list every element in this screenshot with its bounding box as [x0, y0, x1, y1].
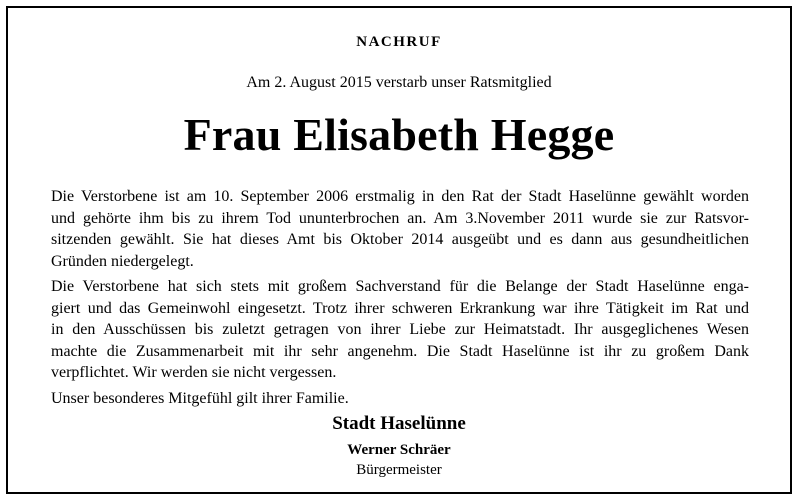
paragraph-3: [51, 388, 749, 410]
text-line: Die Verstorbene hat sich stets mit großem Sachverstand für die Belange der Stadt Haselünne enga-: [51, 278, 749, 295]
text-line: Die Verstorbene ist am 10. September 2006 erstmalig in den Rat der Stadt Haselünne gewählt worden: [51, 188, 749, 205]
signature-person: Werner Schräer: [347, 442, 451, 458]
obituary-body: [51, 186, 749, 413]
signature-block: [8, 412, 790, 480]
deceased-name: Frau Elisabeth Hegge: [183, 109, 615, 160]
text-line: in den Ausschüssen bis zuletzt getragen von ihrer Liebe zur Heimatstadt. Ihr ausgeglichenes Wesen: [51, 321, 749, 338]
text-line: und gehörte ihm bis zu ihrem Tod ununterbrochen an. Am 3.November 2011 wurde sie zur Ratsvor-: [51, 209, 749, 227]
text-line: machte die Zusammenarbeit mit ihr sehr angenehm. Die Stadt Haselünne ist ihr zu großem Dank: [51, 342, 749, 360]
signature-organization: Stadt Haselünne: [332, 413, 466, 434]
text-line: sitzenden gewählt. Sie hat dieses Amt bis Oktober 2014 ausgeübt und es dann aus gesundheitlichen: [51, 231, 749, 248]
signature-title: Bürgermeister: [356, 462, 442, 478]
text-line: Unser besonderes Mitgefühl gilt ihrer Familie.: [51, 389, 349, 407]
text-line: giert und das Gemeinwohl eingesetzt. Trotz ihrer schweren Erkrankung war ihre Tätigkeit im Rat und: [51, 299, 749, 317]
notice-heading: NACHRUF: [356, 34, 442, 50]
paragraph-2: [51, 276, 749, 384]
text-line: verpflichtet. Wir werden sie nicht vergessen.: [51, 364, 337, 381]
obituary-content: [8, 8, 790, 492]
notice-intro: Am 2. August 2015 verstarb unser Ratsmitglied: [246, 74, 552, 91]
paragraph-1: [51, 186, 749, 272]
text-line: Gründen niedergelegt.: [51, 252, 194, 270]
obituary-frame: [6, 6, 792, 494]
